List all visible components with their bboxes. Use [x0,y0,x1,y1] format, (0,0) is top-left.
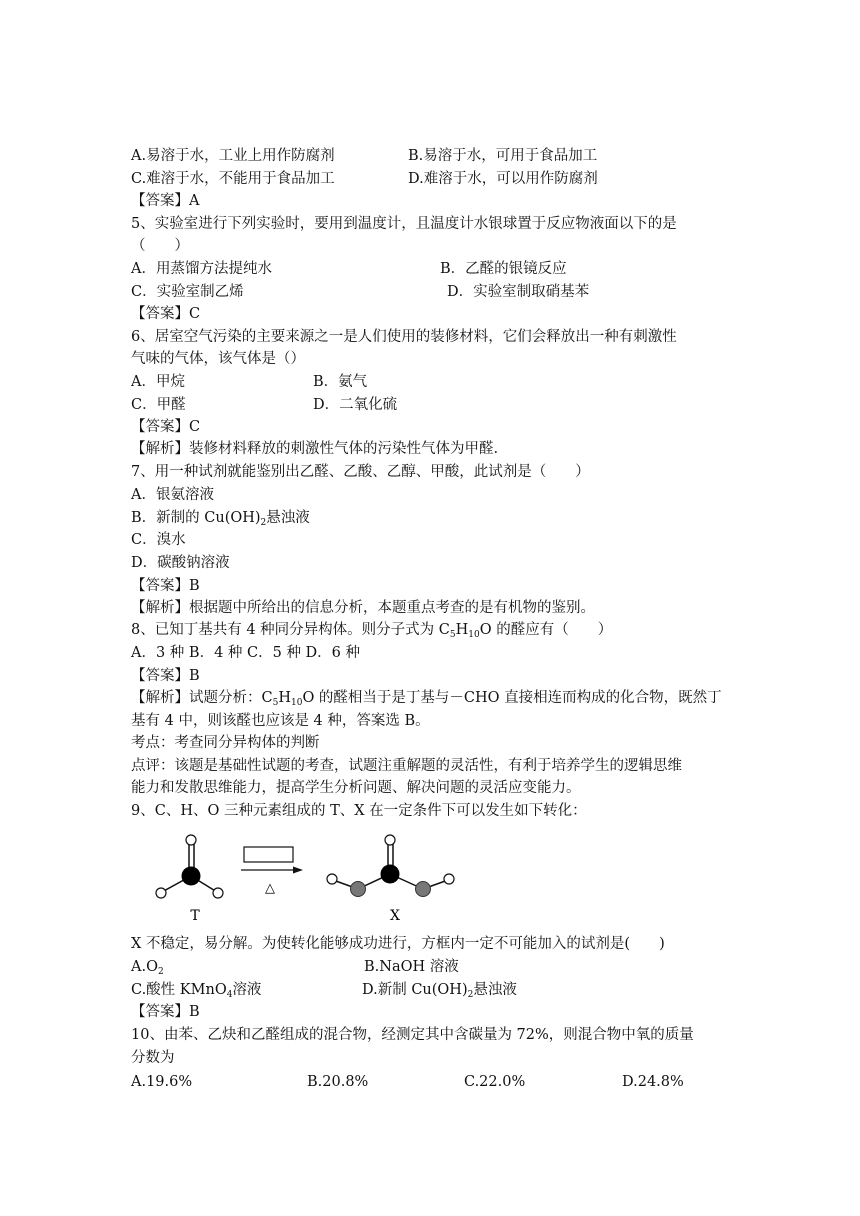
q9-option-d-text: D.新制 Cu(OH) [362,982,468,998]
q8-dianping-line1: 点评：该题是基础性试题的考查，试题注重解题的灵活性，有利于培养学生的逻辑思维 [131,758,682,774]
q9-option-b: B.NaOH 溶液 [364,959,459,975]
reagent-box [244,847,293,862]
q4-option-a: A.易溶于水，工业上用作防腐剂 [131,148,335,164]
atom-h [156,888,166,898]
q5-answer: 【答案】C [131,306,201,322]
subscript: 2 [467,990,474,1000]
q7-analysis: 【解析】根据题中所给出的信息分析，本题重点考查的是有机物的鉴别。 [131,600,595,616]
q6-analysis: 【解析】装修材料释放的刺激性气体的污染性气体为甲醛. [131,441,499,457]
q5-option-c: C．实验室制乙烯 [131,284,244,300]
q7-option-c: C．溴水 [131,532,186,548]
q8-stem-h: H [455,622,469,638]
atom-h [327,874,337,884]
q7-option-a: A．银氨溶液 [131,487,214,503]
q7-stem: 7、用一种试剂就能鉴别出乙醛、乙酸、乙醇、甲酸，此试剂是（ ） [131,464,590,480]
atom-c [182,867,201,886]
q9-option-c-text: C.酸性 KMnO [131,982,227,998]
q8-analysis-suffix: O 的醛相当于是丁基与－CHO 直接相连而构成的化合物，既然丁 [302,690,722,706]
atom-o [351,882,366,897]
q8-analysis-text: 【解析】试题分析：C [131,690,273,706]
q10-option-b: B.20.8% [307,1074,369,1090]
q5-stem-line2: （ ） [131,238,189,254]
q9-stem-line2: X 不稳定，易分解。为使转化能够成功进行，方框内一定不可能加入的试剂是( ) [131,936,665,952]
q6-option-a: A．甲烷 [131,374,185,390]
subscript: 10 [290,698,303,708]
q9-stem: 9、C、H、O 三种元素组成的 T、X 在一定条件下可以发生如下转化： [131,803,587,819]
q9-option-a-text: A.O [131,959,158,975]
q6-stem-line2: 气味的气体，该气体是（） [131,351,305,367]
q5-option-b: B．乙醛的银镜反应 [440,261,567,277]
q6-option-c: C．甲醛 [131,397,186,413]
q7-option-d: D．碳酸钠溶液 [131,555,230,571]
reaction-diagram [140,832,480,927]
atom-h [444,874,454,884]
q5-option-a: A．用蒸馏方法提纯水 [131,261,272,277]
q9-option-c-suffix: 溶液 [232,982,262,998]
q5-stem-line1: 5、实验室进行下列实验时，要用到温度计，且温度计水银球置于反应物液面以下的是 [131,216,677,232]
subscript: 5 [449,630,456,640]
q8-kaodian: 考点：考查同分异构体的判断 [131,735,320,751]
q7-answer: 【答案】B [131,578,200,594]
q10-option-a: A.19.6% [131,1074,193,1090]
q7-option-b-text: B．新制的 Cu(OH) [131,510,261,526]
q10-stem-line1: 10、由苯、乙炔和乙醛组成的混合物，经测定其中含碳量为 72%，则混合物中氧的质量 [131,1027,694,1043]
q7-option-b-suffix: 悬浊液 [266,510,310,526]
q6-option-d: D．二氧化硫 [313,397,398,413]
q6-answer: 【答案】C [131,419,201,435]
subscript: 4 [226,990,233,1000]
q4-answer: 【答案】A [131,193,200,209]
atom-o [385,835,395,845]
subscript: 5 [272,698,279,708]
subscript: 2 [260,518,267,528]
atom-c [381,865,400,884]
q4-option-c: C.难溶于水，不能用于食品加工 [131,171,335,187]
label-x: X [390,908,400,924]
q8-stem-suffix: O 的醛应有（ ） [479,622,613,638]
atom-o [186,835,196,845]
q8-dianping-line2: 能力和发散思维能力，提高学生分析问题、解决问题的灵活应变能力。 [131,780,581,796]
q9-option-d-suffix: 悬浊液 [473,982,517,998]
q9-option-d [362,980,517,1005]
q10-option-d: D.24.8% [622,1074,684,1090]
q8-stem-text: 8、已知丁基共有 4 种同分异构体。则分子式为 C [131,622,450,638]
q4-option-b: B.易溶于水，可用于食品加工 [408,148,598,164]
q8-answer: 【答案】B [131,668,200,684]
q10-option-c: C.22.0% [464,1074,526,1090]
q8-analysis-line2: 基有 4 中，则该醛也应该是 4 种，答案选 B。 [131,713,430,729]
atom-o [416,882,431,897]
q8-stem [131,620,612,645]
atom-h [213,888,223,898]
q9-answer: 【答案】B [131,1004,200,1020]
subscript: 2 [157,967,164,977]
molecule-x [327,835,454,897]
q8-analysis-h: H [278,690,291,706]
q8-options: A．3 种 B．4 种 C．5 种 D．6 种 [131,645,361,661]
q10-stem-line2: 分数为 [131,1050,175,1066]
subscript: 10 [468,630,480,640]
q4-option-d: D.难溶于水，可以用作防腐剂 [408,171,598,187]
reaction-arrow [241,847,303,896]
q8-analysis-line1 [131,688,722,713]
q5-option-d: D．实验室制取硝基苯 [447,284,590,300]
label-t: T [190,908,200,924]
heat-symbol: △ [265,881,275,896]
q6-option-b: B．氨气 [313,374,368,390]
molecule-t [156,835,223,898]
q6-stem-line1: 6、居室空气污染的主要来源之一是人们使用的装修材料，它们会释放出一种有刺激性 [131,329,677,345]
q9-option-a [131,957,164,982]
